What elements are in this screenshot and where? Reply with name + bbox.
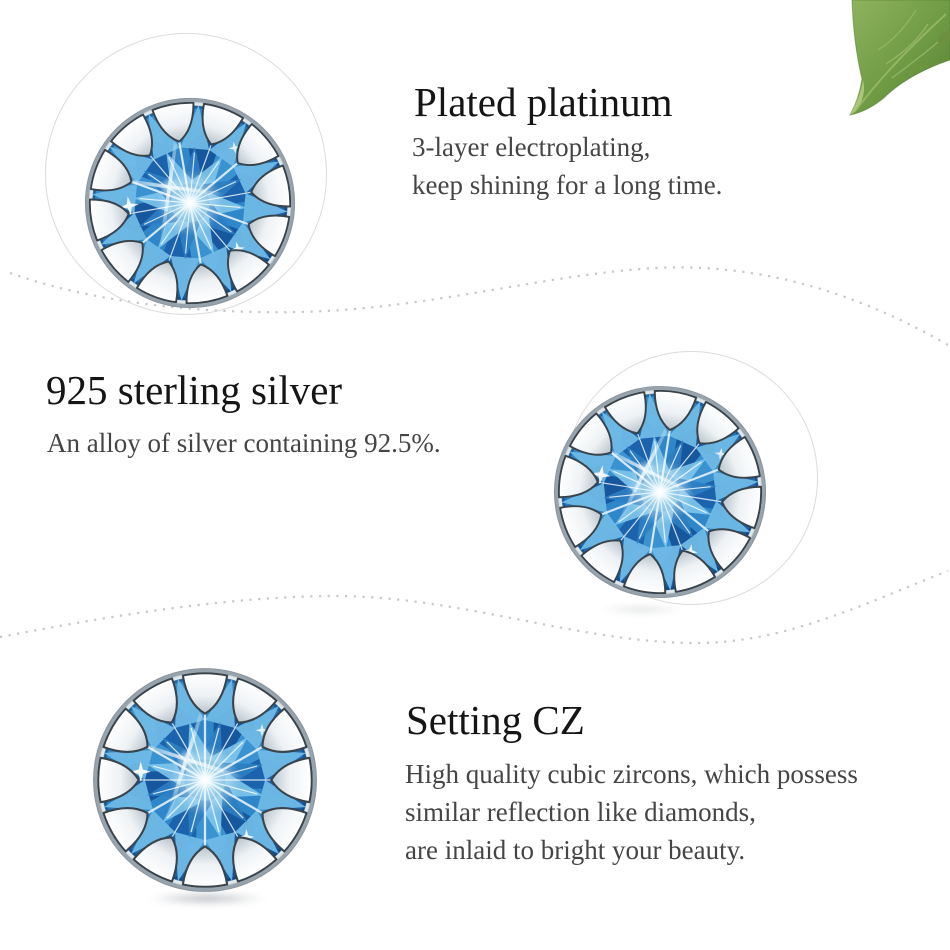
- gem-photo-plated-platinum: [83, 96, 297, 310]
- section-body-plated-platinum: [412, 128, 722, 204]
- section-body-setting-cz: [405, 755, 858, 869]
- gem-photo-setting-cz: [91, 666, 319, 894]
- body-line: are inlaid to bright your beauty.: [405, 835, 746, 865]
- body-line: 3-layer electroplating,: [412, 132, 651, 162]
- section-heading-setting-cz: Setting CZ: [406, 697, 585, 743]
- section-heading-plated-platinum: Plated platinum: [414, 79, 673, 125]
- body-line: An alloy of silver containing 92.5%.: [47, 428, 441, 458]
- leaf-image: [828, 0, 950, 128]
- body-line: similar reflection like diamonds,: [405, 797, 756, 827]
- body-line: High quality cubic zircons, which possess: [405, 759, 858, 789]
- section-body-sterling-silver: [47, 424, 441, 462]
- body-line: keep shining for a long time.: [412, 170, 723, 200]
- wavy-divider-bottom: [0, 571, 948, 643]
- gem-photo-sterling-silver: [552, 384, 768, 600]
- section-heading-sterling-silver: 925 sterling silver: [46, 367, 343, 413]
- gem-shadow-middle: [598, 604, 684, 615]
